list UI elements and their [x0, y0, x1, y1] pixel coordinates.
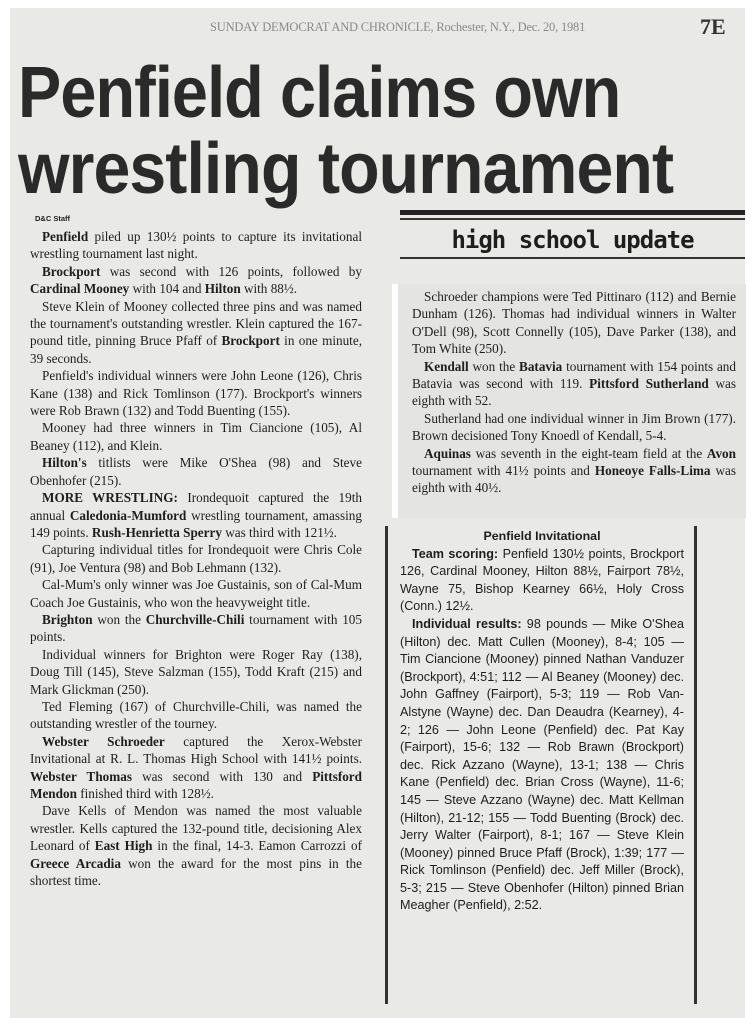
continued-text: [398, 284, 746, 497]
bold-text: Batavia: [519, 358, 563, 374]
results-box-title: Penfield Invitational: [483, 529, 601, 543]
text: in the final, 14-3. Eamon Carrozzi of: [152, 838, 363, 854]
text: Penfield's individual winners were John Leone (126), Chris Kane (138) and Rick Tomlinson (177). Brockport's winners were Rob Brawn (132) and Todd Buenting (155).: [30, 368, 362, 419]
banner-rule-bottom: [400, 257, 745, 259]
bold-text: Rush-Henrietta Sperry: [91, 524, 222, 540]
text: Dave Kells of Mendon was named the most valuable wrestler. Kells captured the 132-pound title, decisioning Alex Leonard of: [30, 803, 362, 854]
paragraph: [30, 541, 362, 576]
bold-text: Churchville-Chili: [145, 611, 245, 627]
bold-text: Hilton's: [42, 455, 87, 471]
bold-text: Pittsford Mendon: [30, 768, 362, 801]
paragraph: [30, 611, 362, 646]
paragraph: [30, 263, 362, 298]
text: Schroeder champions were Ted Pittinaro (112) and Bernie Dunham (126). Thomas had individual winners in Walter O'Dell (98), Scott Connelly (105), Dave Parker (138), and Tom White (250).: [412, 289, 736, 357]
text: titlists were Mike O'Shea (98) and Steve Obenhofer (215).: [30, 455, 362, 488]
bold-text: Cardinal Mooney: [30, 281, 130, 297]
page-number: 7E: [700, 14, 726, 39]
bold-text: East High: [94, 838, 153, 854]
paragraph: [30, 698, 362, 733]
text: was eighth with 40½.: [412, 463, 736, 496]
paragraph: [30, 576, 362, 611]
bold-text: Honeoye Falls-Lima: [594, 463, 711, 479]
byline: D&C Staff: [35, 214, 70, 223]
paragraph: [30, 489, 362, 541]
text: with 104 and: [129, 281, 205, 297]
text: piled up 130½ points to capture its invitational wrestling tournament last night.: [30, 229, 362, 262]
bold-text: Penfield: [42, 229, 89, 244]
text: was second with 126 points, followed by: [100, 263, 362, 279]
text: Cal-Mum's only winner was Joe Gustainis, son of Cal-Mum Coach Joe Gustainis, who won the heavyweight title.: [30, 577, 362, 610]
paragraph: [400, 616, 684, 915]
text: Sutherland had one individual winner in Jim Brown (177). Brown decisioned Tony Knoedl of Kendall, 5-4.: [412, 410, 736, 444]
text: tournament with 105 points.: [30, 611, 362, 645]
section-banner: [400, 210, 745, 259]
text: tournament with 41½ points and: [412, 463, 595, 479]
text: won the: [92, 611, 146, 627]
paragraph: [30, 802, 362, 889]
text: with 88½.: [240, 281, 298, 297]
results-box: [385, 526, 697, 1004]
text: Mooney had three winners in Tim Ciancione (105), Al Beaney (112), and Klein.: [30, 420, 362, 453]
text: Irondequoit captured the 19th annual: [30, 490, 362, 523]
text: was eighth with 52.: [412, 376, 736, 409]
headline-line-1: Penfield claims own: [18, 53, 621, 133]
text: Penfield 130½ points, Brockport 126, Cardinal Mooney, Hilton 88½, Fairport 78½, Wayne 75, Bishop Kearney 66½, Holy Cross (Conn.) 12½.: [400, 546, 684, 614]
bold-text: Brockport: [42, 263, 101, 279]
text: won the: [468, 358, 520, 374]
bold-text: Webster Thomas: [30, 768, 132, 784]
article-main-column: [30, 228, 362, 889]
paragraph: [30, 454, 362, 489]
article-continued-column: [392, 284, 746, 518]
text: Capturing individual titles for Irondequoit were Chris Cole (91), Joe Ventura (98) and Bob Lehmann (132).: [30, 542, 362, 575]
text: in one minute, 39 seconds.: [30, 333, 362, 366]
bold-text: Avon: [706, 445, 736, 461]
text: was third with 121½.: [221, 524, 337, 540]
bold-text: Kendall: [424, 358, 469, 374]
paragraph: [400, 546, 684, 616]
results-box-text: [400, 546, 684, 915]
text: was second with 130 and: [131, 768, 313, 784]
bold-text: Individual results:: [412, 616, 522, 631]
paragraph: [30, 228, 362, 263]
masthead: SUNDAY DEMOCRAT AND CHRONICLE, Rochester, N.Y., Dec. 20, 1981: [210, 20, 586, 34]
text: Steve Klein of Mooney collected three pins and was named the tournament's outstanding wrestler. Klein captured the 167-pound title, pinning Bruce Pfaff of: [30, 298, 362, 349]
banner-rule-thick: [400, 210, 745, 215]
bold-text: Caledonia-Mumford: [69, 507, 187, 523]
text: wrestling tournament, amassing 149 points.: [30, 507, 362, 540]
paragraph: [412, 410, 736, 445]
text: 98 pounds — Mike O'Shea (Hilton) dec. Matt Cullen (Mooney), 8-4; 105 — Tim Ciancione (Mooney) pinned Nathan Vanduzer (Brockport), 4:51; 112 — Al Beaney (Mooney) dec. John Gaffney (Fairport), 5-3; 119 — Rob Van-Alstyne (Wayne) dec. Dan Deaudra (Kearney), 4-2; 126 — John Leone (Penfield) dec. Pat Kay (Fairport), 15-6; 132 — Rob Brawn (Brockport) dec. Rick Azzano (Wayne), 13-1; 138 — Chris Kane (Penfield) dec. Brian Cross (Wayne), 11-6; 145 — Steve Azzano (Wayne) dec. Matt Kellman (Hilton), 21-12; 155 — Todd Buenting (Brock) dec. Jerry Walter (Fairport), 8-1; 167 — Steve Klein (Mooney) pinned Bruce Pfaff (Brock), 1:39; 177 — Rick Tomlinson (Penfield) dec. Jeff Miller (Brock), 5-3; 215 — Steve Obenhofer (Hilton) pinned Brian Meagher (Penfield), 2:52.: [400, 616, 684, 913]
paragraph: [30, 298, 362, 368]
bold-text: Aquinas: [424, 445, 471, 461]
text: tournament with 154 points and Batavia was second with 119.: [412, 358, 736, 392]
bold-text: Greece Arcadia: [30, 855, 121, 871]
bold-text: Pittsford Sutherland: [589, 376, 709, 392]
paragraph: [412, 358, 736, 410]
paragraph: [412, 445, 736, 497]
text: won the award for the most pins in the shortest time.: [30, 855, 363, 889]
bold-text: MORE WRESTLING:: [42, 490, 178, 506]
paragraph: [412, 288, 736, 358]
text: Ted Fleming (167) of Churchville-Chili, was named the outstanding wrestler of the tourney.: [30, 698, 362, 732]
headline-line-2: wrestling tournament: [18, 129, 674, 209]
text: was seventh in the eight-team field at the: [470, 445, 707, 461]
section-banner-title: high school update: [451, 226, 694, 254]
paragraph: [30, 646, 362, 698]
bold-text: Brockport: [221, 333, 280, 349]
text: Individual winners for Brighton were Roger Ray (138), Doug Till (145), Steve Salzman (155), Todd Kraft (215) and Mark Glickman (250).: [30, 646, 362, 697]
bold-text: Brighton: [42, 611, 93, 627]
paragraph: [30, 367, 362, 419]
text: captured the Xerox-Webster Invitational at R. L. Thomas High School with 141½ points.: [30, 733, 362, 767]
paragraph: [30, 733, 362, 803]
bold-text: Webster Schroeder: [42, 733, 165, 749]
text: finished third with 128½.: [76, 786, 214, 801]
bold-text: Hilton: [204, 281, 241, 297]
bold-text: Team scoring:: [412, 546, 499, 561]
paragraph: [30, 419, 362, 454]
